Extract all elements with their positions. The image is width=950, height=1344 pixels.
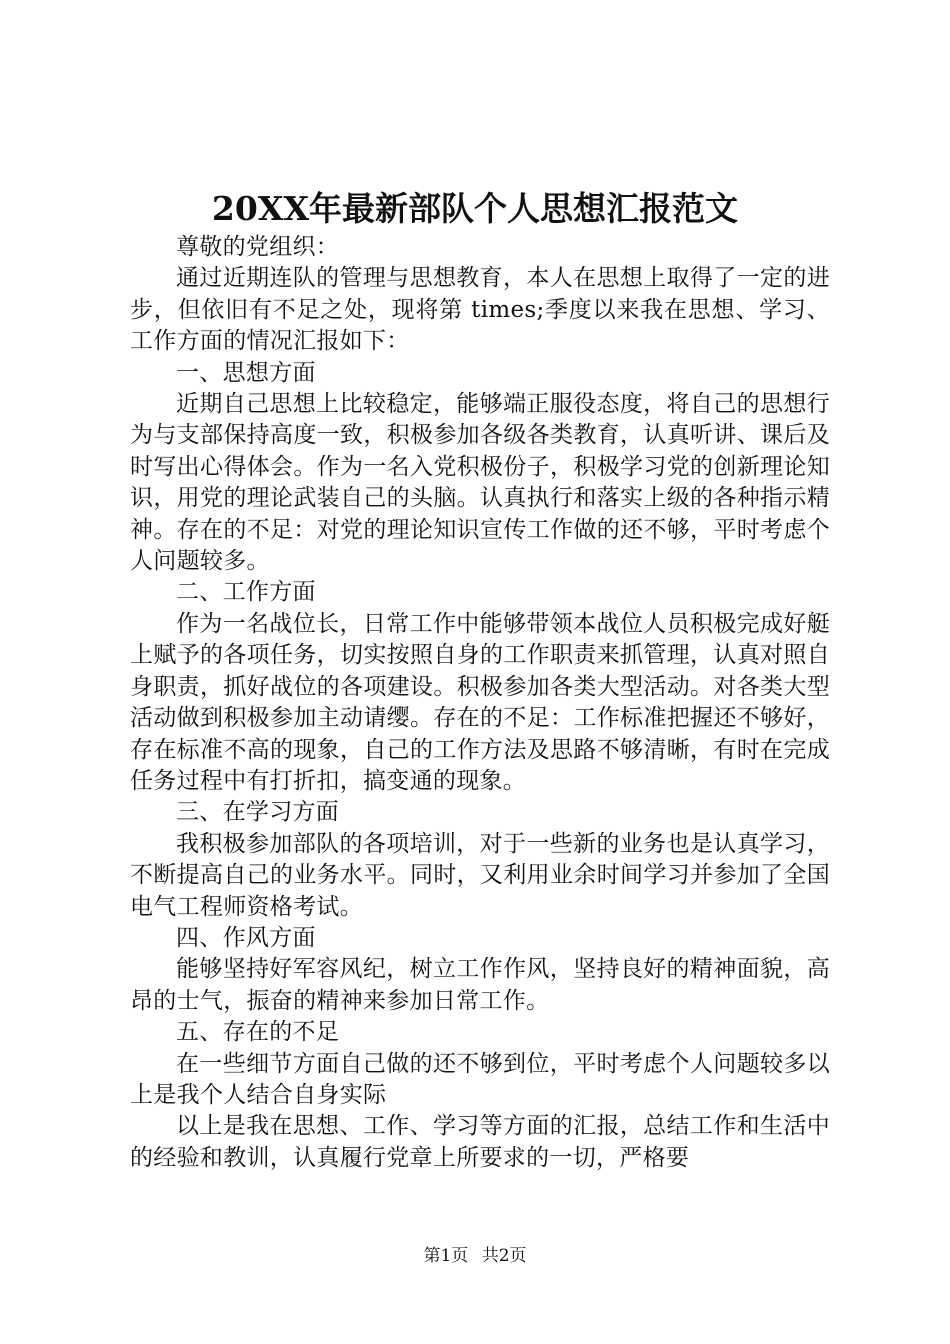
section-body-shortcomings: 在一些细节方面自己做的还不够到位，平时考虑个人问题较多以上是我个人结合自身实际 bbox=[130, 1050, 830, 1108]
document-body bbox=[130, 232, 830, 1174]
section-heading-study: 三、在学习方面 bbox=[176, 799, 340, 826]
page-total: 共2页 bbox=[481, 1246, 527, 1266]
section-heading-thought: 一、思想方面 bbox=[176, 359, 316, 386]
intro-paragraph: 通过近期连队的管理与思想教育，本人在思想上取得了一定的进步，但依旧有不足之处，现将第 times;季度以来我在思想、学习、工作方面的情况汇报如下： bbox=[130, 265, 830, 355]
section-heading-work: 二、工作方面 bbox=[176, 579, 316, 606]
section-body-thought: 近期自己思想上比较稳定，能够端正服役态度，将自己的思想行为与支部保持高度一致，积极参加各级各类教育，认真听讲、课后及时写出心得体会。作为一名入党积极份子，积极学习党的创新理论知识，用党的理论武装自己的头脑。认真执行和落实上级的各种指示精神。存在的不足：对党的理论知识宣传工作做的还不够，平时考虑个人问题较多。 bbox=[130, 391, 830, 575]
section-body-style: 能够坚持好军容风纪，树立工作作风，坚持良好的精神面貌，高昂的士气，振奋的精神来参加日常工作。 bbox=[130, 956, 830, 1014]
document-title: 20XX年最新部队个人思想汇报范文 bbox=[211, 189, 739, 228]
section-heading-shortcomings: 五、存在的不足 bbox=[176, 1019, 340, 1046]
section-body-study: 我积极参加部队的各项培训，对于一些新的业务也是认真学习，不断提高自己的业务水平。同时，又利用业余时间学习并参加了全国电气工程师资格考试。 bbox=[130, 830, 830, 920]
page-number: 第1页 bbox=[423, 1246, 469, 1266]
salutation: 尊敬的党组织： bbox=[176, 234, 340, 260]
section-body-work: 作为一名战位长，日常工作中能够带领本战位人员积极完成好艇上赋予的各项任务，切实按照自身的工作职责来抓管理，认真对照自身职责，抓好战位的各项建设。积极参加各类大型活动。对各类大型活动做到积极参加主动请缨。存在的不足：工作标准把握还不够好，存在标准不高的现象，自己的工作方法及思路不够清晰，有时在完成任务过程中有打折扣，搞变通的现象。 bbox=[130, 610, 830, 794]
section-heading-style: 四、作风方面 bbox=[176, 924, 316, 951]
page-footer bbox=[0, 1244, 950, 1268]
closing-paragraph: 以上是我在思想、工作、学习等方面的汇报，总结工作和生活中的经验和教训，认真履行党章上所要求的一切，严格要 bbox=[130, 1113, 830, 1171]
